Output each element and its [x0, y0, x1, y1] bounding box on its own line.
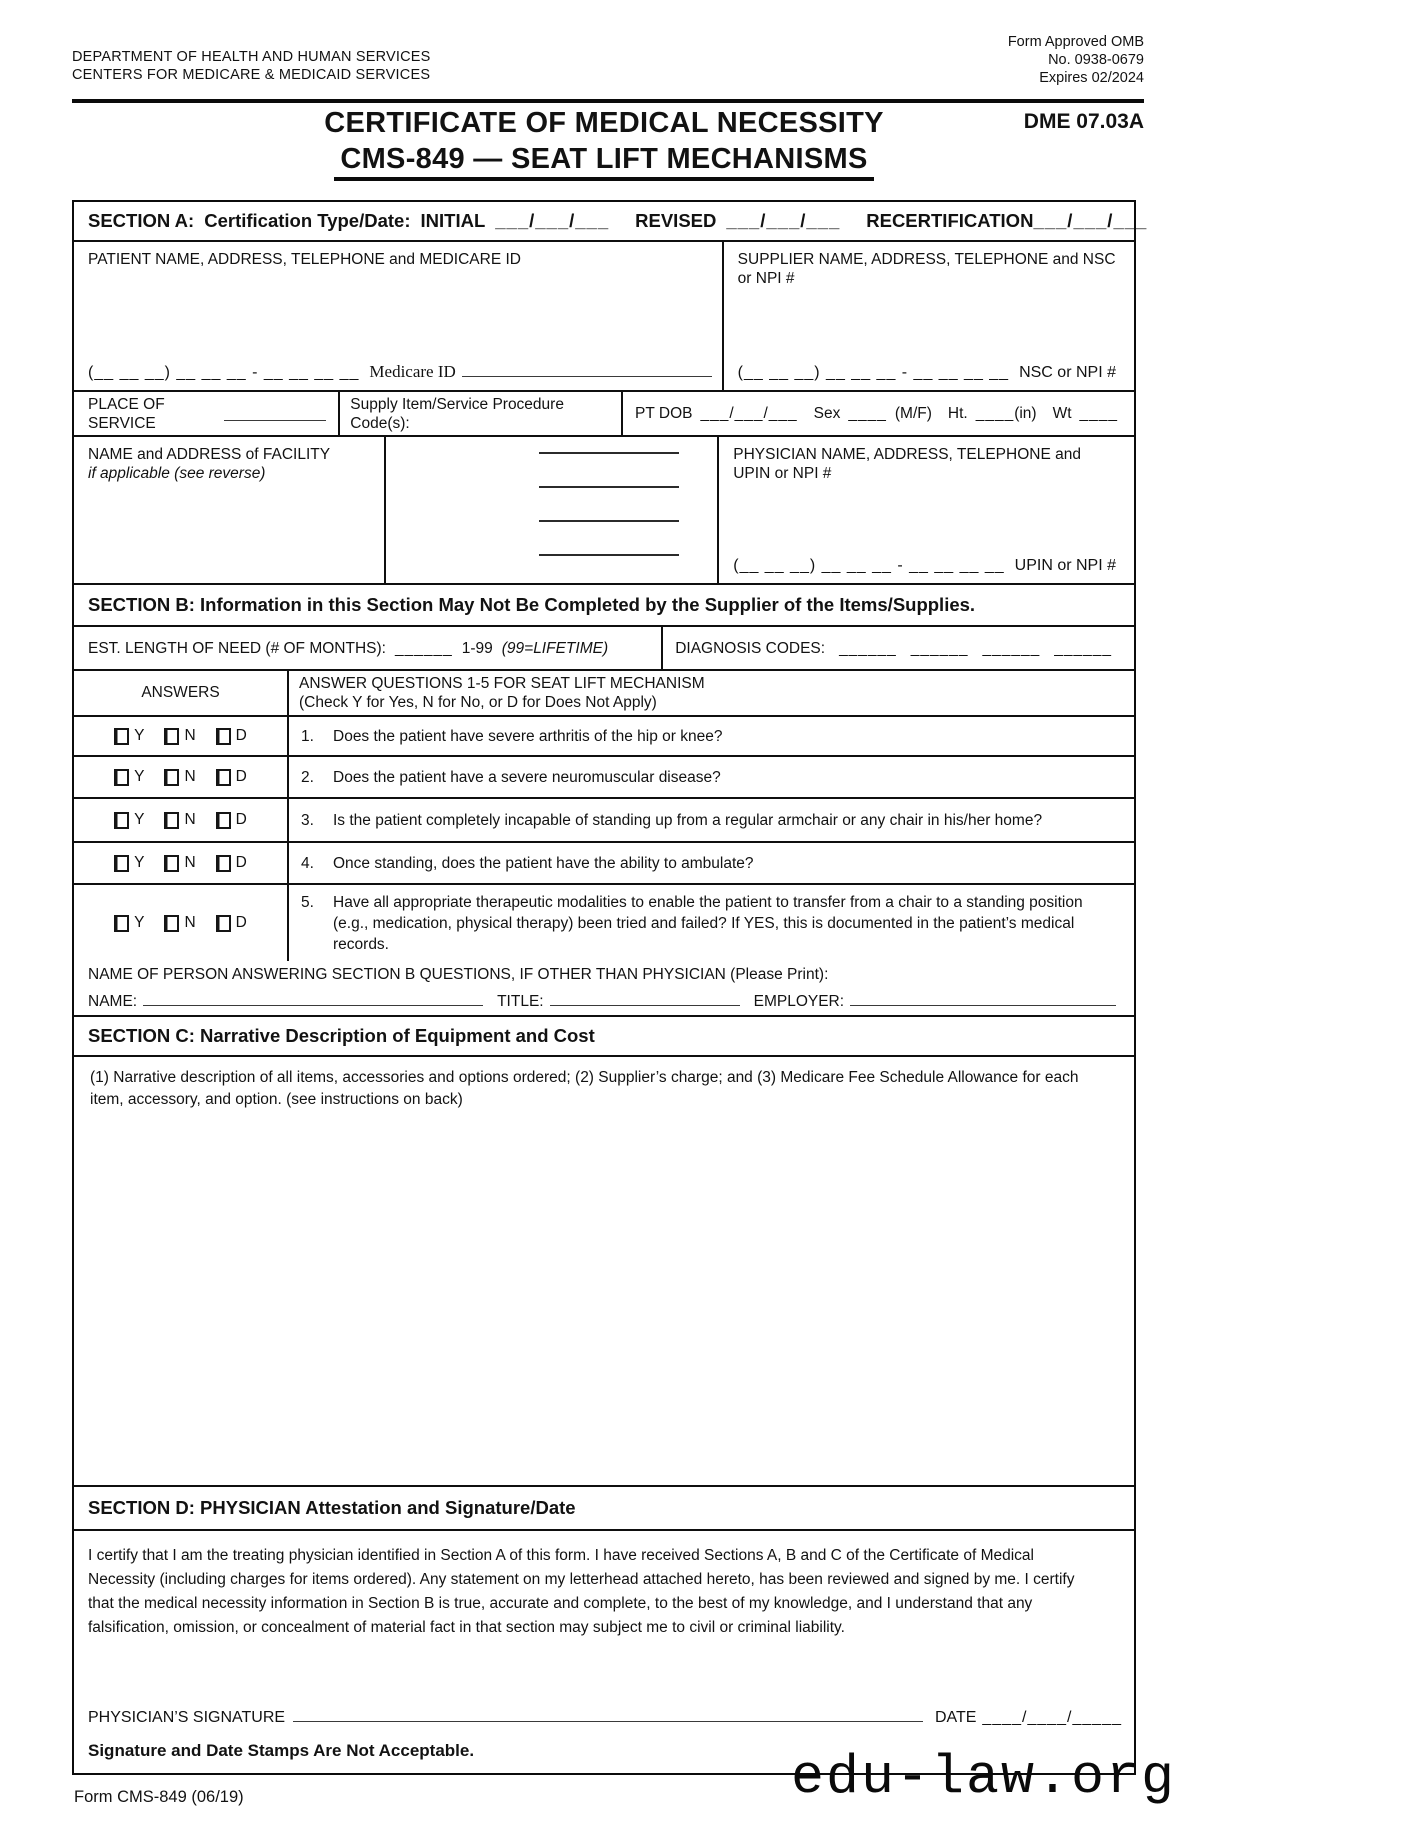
answer-checkboxes [74, 885, 289, 961]
checkbox-icon[interactable] [114, 915, 129, 932]
agency-line-2: CENTERS FOR MEDICARE & MEDICAID SERVICES [72, 66, 431, 83]
question-text: Does the patient have a severe neuromuscular disease? [333, 768, 721, 786]
checkbox-label: Y [134, 914, 145, 931]
recertification-date-blank[interactable]: ___/___/___ [1033, 210, 1148, 231]
procedure-code-blank-4[interactable] [539, 554, 679, 556]
omb-line-1: Form Approved OMB [1007, 34, 1144, 50]
section-d-header: SECTION D: PHYSICIAN Attestation and Signature/Date [74, 1487, 1134, 1531]
supplier-info-box[interactable] [724, 242, 1134, 390]
procedure-code-blank-3[interactable] [539, 520, 679, 522]
question-number: 4. [301, 854, 314, 872]
procedure-code-lines [386, 437, 719, 583]
question-text: Once standing, does the patient have the ability to ambulate? [333, 854, 754, 872]
checkbox-icon[interactable] [164, 855, 179, 872]
medicare-id-blank[interactable] [462, 362, 712, 377]
diagnosis-code-blank-4[interactable]: ______ [1054, 639, 1112, 657]
physician-box-label: PHYSICIAN NAME, ADDRESS, TELEPHONE and UPIN or NPI # [733, 446, 1081, 482]
checkbox-label: D [235, 811, 247, 828]
watermark-text: edu-law.org [790, 1746, 1176, 1809]
answer-option-y[interactable] [114, 854, 144, 872]
checkbox-icon[interactable] [164, 812, 179, 829]
facility-note: if applicable (see reverse) [88, 465, 266, 482]
form-title-block [72, 106, 1136, 181]
section-a-subtitle: Certification Type/Date: [204, 210, 411, 231]
upin-npi-label: UPIN or NPI # [1014, 557, 1116, 574]
patient-supplier-row [74, 242, 1134, 392]
answer-option-n[interactable] [164, 811, 195, 829]
answerer-name-blank[interactable] [143, 991, 483, 1006]
question-text: Does the patient have severe arthritis of the hip or knee? [333, 727, 723, 745]
section-c-header: SECTION C: Narrative Description of Equipment and Cost [74, 1017, 1134, 1057]
question-row [74, 717, 1134, 757]
question-row [74, 885, 1134, 961]
form-title: CERTIFICATE OF MEDICAL NECESSITY [324, 107, 884, 139]
checkbox-icon[interactable] [114, 728, 129, 745]
sex-label: Sex [813, 405, 841, 422]
checkbox-icon[interactable] [216, 728, 231, 745]
answer-option-n[interactable] [164, 854, 195, 872]
question-row [74, 799, 1134, 843]
facility-label: NAME and ADDRESS of FACILITY [88, 446, 331, 463]
section-a-title: SECTION A: [88, 210, 195, 231]
checkbox-label: N [184, 854, 196, 871]
answer-option-n[interactable] [164, 914, 195, 932]
checkbox-icon[interactable] [114, 769, 129, 786]
questions-header-row [74, 671, 1134, 717]
answerer-instruction: NAME OF PERSON ANSWERING SECTION B QUESTIONS, IF OTHER THAN PHYSICIAN (Please Print): [88, 966, 829, 983]
question-text: Have all appropriate therapeutic modalities to enable the patient to transfer from a chair to a standing position (e.g., medication, physical therapy) been tried and failed? If YES, this is documented in the patient’s medical records. [333, 893, 1083, 953]
section-c-instructions: (1) Narrative description of all items, accessories and options ordered; (2) Supplier’s charge; and (3) Medicare Fee Schedule Allowance for each item, accessory, and option. (see instructions on back) [90, 1069, 1079, 1108]
procedure-code-blank-1[interactable] [539, 452, 679, 454]
initial-date-blank[interactable]: ___/___/___ [495, 210, 610, 231]
answerer-employer-blank[interactable] [850, 991, 1116, 1006]
diagnosis-code-blank-1[interactable]: ______ [839, 639, 897, 657]
answer-checkboxes [74, 717, 289, 755]
checkbox-icon[interactable] [114, 812, 129, 829]
patient-box-label: PATIENT NAME, ADDRESS, TELEPHONE and MEDICARE ID [88, 251, 521, 268]
pt-dob-label: PT DOB [635, 405, 693, 422]
form-body [72, 200, 1148, 1775]
checkbox-label: D [235, 854, 247, 871]
section-d-body [74, 1531, 1134, 1772]
checkbox-label: Y [134, 727, 145, 744]
est-range: 1-99 [461, 639, 493, 657]
answerer-employer-label: EMPLOYER: [753, 993, 845, 1010]
physician-signature-blank[interactable] [293, 1707, 923, 1722]
patient-info-box[interactable] [74, 242, 724, 390]
patient-vitals-row [623, 392, 1134, 435]
checkbox-icon[interactable] [164, 728, 179, 745]
checkbox-label: N [184, 727, 196, 744]
checkbox-icon[interactable] [164, 915, 179, 932]
medicare-id-label: Medicare ID [369, 362, 456, 381]
checkbox-icon[interactable] [216, 855, 231, 872]
diagnosis-code-blank-3[interactable]: ______ [982, 639, 1041, 657]
questions-instructions-1: ANSWER QUESTIONS 1-5 FOR SEAT LIFT MECHANISM [299, 675, 705, 692]
recertification-label: RECERTIFICATION [866, 210, 1034, 231]
question-number: 3. [301, 811, 314, 829]
height-unit: (in) [1014, 405, 1037, 422]
checkbox-label: N [184, 768, 196, 785]
place-of-service-label: PLACE OF SERVICE [88, 395, 165, 432]
checkbox-label: D [235, 768, 247, 785]
answer-option-y[interactable] [114, 811, 144, 829]
checkbox-label: Y [134, 854, 145, 871]
answerer-title-label: TITLE: [497, 993, 544, 1010]
pt-dob-blank[interactable]: ___/___/___ [700, 405, 798, 422]
weight-blank[interactable]: ____ [1079, 405, 1118, 422]
checkbox-icon[interactable] [216, 812, 231, 829]
checkbox-label: N [184, 914, 196, 931]
height-label: Ht. [947, 405, 968, 422]
est-length-blank[interactable]: ______ [394, 639, 453, 657]
answerer-row [74, 961, 1134, 1017]
answer-option-d[interactable] [216, 914, 247, 932]
physician-info-box[interactable] [719, 437, 1134, 583]
facility-physician-row [74, 437, 1134, 585]
answer-option-d[interactable] [216, 854, 247, 872]
supplier-phone-blank[interactable]: (__ __ __) __ __ __ - __ __ __ __ [737, 364, 1010, 381]
answer-option-y[interactable] [114, 727, 144, 745]
omb-line-3: Expires 02/2024 [1039, 70, 1144, 86]
answer-option-d[interactable] [216, 768, 247, 786]
answer-option-n[interactable] [164, 768, 195, 786]
procedure-code-blank-2[interactable] [539, 486, 679, 488]
answer-checkboxes [74, 757, 289, 797]
question-number: 2. [301, 768, 314, 786]
physician-attestation-text: I certify that I am the treating physician identified in Section A of this form. I have received Sections A, B and C of the Certificate of Medical Necessity (including charges for items ordered). Any statement on my letterhead attached hereto, has been reviewed and signed by me. I certify that the medical necessity information in Section B is true, accurate and complete, to the best of my knowledge, and I understand that any falsification, omission, or concealment of material fact in that section may subject me to civil or criminal liability. [88, 1547, 1075, 1636]
question-number: 5. [301, 893, 314, 911]
answerer-name-label: NAME: [88, 993, 138, 1010]
answer-option-y[interactable] [114, 914, 144, 932]
answerer-title-blank[interactable] [550, 991, 740, 1006]
question-row [74, 757, 1134, 799]
header-rule [72, 99, 1144, 103]
date-label: DATE [934, 1709, 977, 1726]
agency-line-1: DEPARTMENT OF HEALTH AND HUMAN SERVICES [72, 49, 431, 65]
questions-instructions-2: (Check Y for Yes, N for No, or D for Does Not Apply) [299, 694, 657, 711]
need-diagnosis-row [74, 627, 1134, 671]
height-blank[interactable]: ____ [975, 405, 1015, 422]
question-row [74, 843, 1134, 885]
answer-option-y[interactable] [114, 768, 144, 786]
facility-box[interactable] [74, 437, 386, 583]
physician-signature-label: PHYSICIAN’S SIGNATURE [88, 1709, 286, 1726]
question-text: Is the patient completely incapable of standing up from a regular armchair or any chair in his/her home? [333, 811, 1043, 829]
patient-phone-blank[interactable]: (__ __ __) __ __ __ - __ __ __ __ [88, 364, 360, 381]
answer-option-n[interactable] [164, 727, 195, 745]
est-lifetime-note: (99=LIFETIME) [501, 639, 609, 657]
date-blank[interactable]: ____/____/_____ [982, 1709, 1122, 1726]
answer-option-d[interactable] [216, 727, 247, 745]
sex-blank[interactable]: ____ [848, 405, 887, 422]
checkbox-icon[interactable] [114, 855, 129, 872]
answers-column-header: ANSWERS [74, 671, 289, 715]
answer-option-d[interactable] [216, 811, 247, 829]
place-of-service-blank[interactable] [224, 406, 326, 421]
revised-label: REVISED [635, 210, 717, 231]
checkbox-label: Y [134, 768, 145, 785]
checkbox-label: D [235, 727, 247, 744]
answer-checkboxes [74, 843, 289, 883]
answer-checkboxes [74, 799, 289, 841]
stamps-note: Signature and Date Stamps Are Not Acceptable. [88, 1741, 475, 1760]
omb-approval-block [1008, 33, 1144, 87]
diagnosis-code-blank-2[interactable]: ______ [910, 639, 969, 657]
form-number: Form CMS-849 (06/19) [74, 1788, 244, 1806]
est-length-label: EST. LENGTH OF NEED (# OF MONTHS): [88, 639, 386, 657]
supply-item-label: Supply Item/Service Procedure Code(s): [350, 395, 564, 432]
service-row [74, 392, 1134, 437]
dme-code: DME 07.03A [1023, 110, 1144, 133]
section-a-header [74, 202, 1148, 242]
physician-phone-blank[interactable]: (__ __ __) __ __ __ - __ __ __ __ [733, 557, 1005, 574]
question-number: 1. [301, 727, 314, 745]
section-c-body[interactable] [74, 1057, 1134, 1487]
checkbox-label: Y [134, 811, 145, 828]
form-subtitle: CMS-849 — SEAT LIFT MECHANISMS [72, 142, 1136, 181]
checkbox-label: D [235, 914, 247, 931]
checkbox-label: N [184, 811, 196, 828]
supplier-box-label: SUPPLIER NAME, ADDRESS, TELEPHONE and NSC or NPI # [737, 251, 1116, 287]
checkbox-icon[interactable] [216, 915, 231, 932]
weight-label: Wt [1052, 405, 1072, 422]
section-b-header: SECTION B: Information in this Section May Not Be Completed by the Supplier of the Items/Supplies. [74, 585, 1134, 627]
revised-date-blank[interactable]: ___/___/___ [726, 210, 841, 231]
nsc-npi-label: NSC or NPI # [1019, 364, 1116, 381]
initial-label: INITIAL [420, 210, 486, 231]
diagnosis-codes-label: DIAGNOSIS CODES: [675, 639, 826, 657]
omb-line-2: No. 0938-0679 [1048, 52, 1144, 68]
checkbox-icon[interactable] [216, 769, 231, 786]
sex-options: (M/F) [894, 405, 932, 422]
checkbox-icon[interactable] [164, 769, 179, 786]
agency-header [72, 49, 431, 84]
